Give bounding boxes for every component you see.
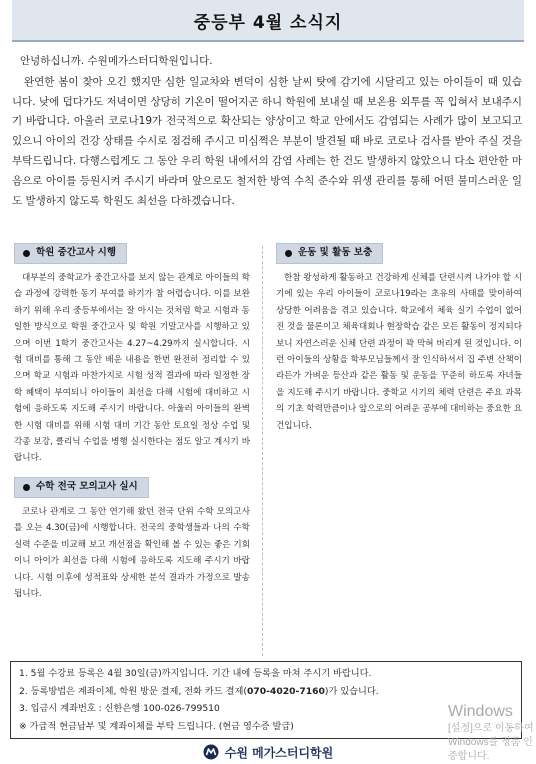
windows-activation-watermark bbox=[448, 702, 536, 764]
watermark-subtitle: [설정]으로 이동하여 Windows를 정품 인증합니다. bbox=[448, 723, 534, 762]
bullet-icon bbox=[285, 250, 292, 257]
notice-line-2 bbox=[19, 683, 513, 701]
page-title: 중등부 4월 소식지 bbox=[193, 12, 343, 33]
notice-line-4: ※ 가급적 현금납부 및 계좌이체를 부탁 드립니다. (현금 영수증 발급) bbox=[19, 720, 294, 732]
intro-body: 완연한 봄이 찾아 오긴 했지만 심한 일교차와 변덕이 심한 날씨 탓에 감기에 시달리고 있는 아이들이 때 있습니다. 낮에 덥다가도 저녁이면 상당히 기온이 떨어지곤 하니 학원에 보내실 때 보온용 외투를 꼭 입혀서 보내주시기 바랍니다. 아울러 코로나19가 전국적으로 확산되는 양상이고 학교 안에서도 감염되는 사례가 많이 보고되고 있으니 아이의 건강 상태를 수시로 점검해 주시고 미심쩍은 부분이 발견될 때 바로 코로나 검사를 받아 주실 것을 부탁드립니다. 다행스럽게도 그 동안 우리 학원 내에서의 감염 사례는 한 건도 발생하지 않았으니 다소 편안한 마음으로 아이를 등원시켜 주시기 바라며 앞으로도 철저한 방역 수칙 준수와 위생 관리를 통해 어떤 불미스러운 일도 발생하지 않도록 학원도 최선을 다하겠습니다. bbox=[12, 75, 522, 207]
notice-phone: 070-4020-7160 bbox=[246, 685, 325, 697]
exercise-heading-label: 운동 및 활동 보충 bbox=[298, 247, 373, 259]
bullet-icon bbox=[23, 250, 30, 257]
math-heading-label: 수학 전국 모의고사 실시 bbox=[36, 481, 138, 493]
notice-line-2-suffix: )가 있습니다. bbox=[324, 685, 379, 697]
title-bar bbox=[12, 0, 524, 42]
intro-section bbox=[12, 52, 522, 211]
notice-line-1: 1. 5월 수강료 등록은 4월 30일(금)까지입니다. 기간 내에 등록을 마쳐 주시기 바랍니다. bbox=[19, 668, 372, 679]
midterm-section bbox=[14, 243, 250, 467]
exercise-body: 한참 왕성하게 활동하고 건강하게 신체를 단련시켜 나가야 할 시기에 있는 우리 아이들이 코로나19라는 초유의 사태를 맞이하여 상당한 어려움을 겪고 있습니다. 학교에서 체육 실기 수업이 없어진 것을 물론이고 체육대회나 현장학습 같은 모든 활동이 정지되다 보니 자연스러운 신체 단련 과정이 꽉 막혀 버리게 된 것입니다. 이런 아이들의 상황을 학부모님들께서 잘 인식하셔서 집 주변 산책이라든가 가벼운 등산과 같은 활동 및 운동을 꾸준히 하도록 자녀들을 지도해 주시기 바랍니다. 중학교 시기의 체력 단련은 주요 과목의 기초 학력만큼이나 앞으로의 어려운 공부에 대비하는 중요한 요건입니다. bbox=[276, 273, 522, 431]
intro-greeting: 안녕하십니까. 수원메가스터디학원입니다. bbox=[20, 55, 213, 67]
exercise-section bbox=[276, 243, 522, 434]
bullet-icon bbox=[23, 484, 30, 491]
notice-line-3: 3. 입금시 계좌번호 : 신한은행 100-026-799510 bbox=[19, 703, 220, 714]
notice-line-2-prefix: 2. 등록방법은 계좌이체, 학원 방문 결제, 전화 카드 결제( bbox=[19, 685, 247, 697]
math-section bbox=[14, 477, 250, 602]
notice-box bbox=[10, 661, 522, 739]
midterm-body: 대부분의 중학교가 중간고사를 보지 않는 관계로 아이들의 학습 과정에 강력한 동기 부여를 하기가 참 어렵습니다. 이를 보완하기 위해 우리 중등부에서는 잘 아시는 것처럼 학교 시험과 동일한 방식으로 학원 중간고사 및 학원 기말고사를 시행하고 있으며 이번 1학기 중간고사는 4.27~4.29까지 실시합니다. 시험 대비를 통해 그 동안 배운 내용을 한번 완전히 정리할 수 있으며 학교 시험과 마찬가지로 시험 성적 결과에 따라 일정한 장학 혜택이 부여되니 아이들이 최선을 다해 시험에 대비하고 시험에 응하도록 지도해 주시기 바랍니다. 아울러 아이들의 완벽한 시험 대비를 위해 시험 대비 기간 동안 토요일 정상 수업 및 각종 보강, 클리닉 수업을 병행 실시한다는 점도 알고 계시기 바랍니다. bbox=[14, 273, 250, 464]
midterm-heading-label: 학원 중간고사 시행 bbox=[36, 247, 117, 259]
exercise-heading bbox=[276, 243, 383, 264]
column-divider bbox=[262, 246, 263, 656]
math-body: 코로나 관계로 그 동안 연기해 왔던 전국 단위 수학 모의고사를 오는 4.30(금)에 시행합니다. 전국의 중학생들과 나의 수학 실력 수준을 비교해 보고 개선점을 확인해 볼 수 있는 좋은 기회이니 아이가 최선을 다해 시험에 응하도록 지도해 주시기 바랍니다. 시험 이후에 성적표와 상세한 분석 결과가 가정으로 발송됩니다. bbox=[14, 506, 250, 599]
left-column bbox=[14, 243, 250, 602]
academy-name: 수원 메가스터디학원 bbox=[224, 745, 334, 760]
math-heading bbox=[14, 477, 149, 498]
watermark-title: Windows bbox=[448, 703, 513, 720]
megastudy-logo-icon bbox=[203, 744, 219, 760]
right-column bbox=[276, 243, 522, 434]
midterm-heading bbox=[14, 243, 127, 264]
